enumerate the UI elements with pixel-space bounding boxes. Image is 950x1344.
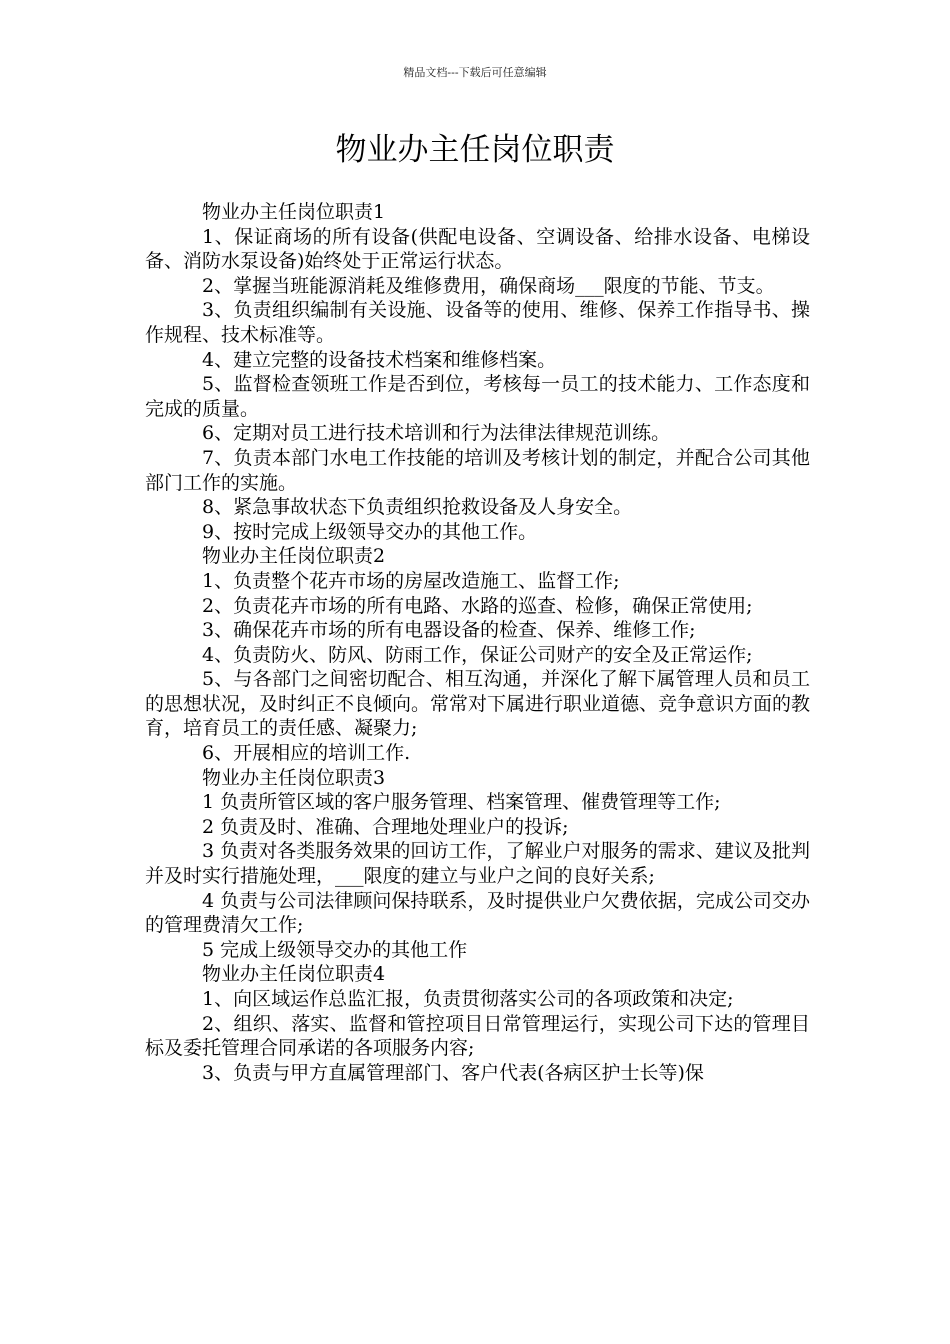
document-title: 物业办主任岗位职责 xyxy=(335,132,615,168)
paragraph: 2、组织、落实、监督和管控项目日常管理运行，实现公司下达的管理目标及委托管理合同承诺的各项服务内容; xyxy=(145,1012,810,1060)
paragraph: 4、负责防火、防风、防雨工作，保证公司财产的安全及正常运作; xyxy=(202,643,753,666)
header-note: 精品文档---下载后可任意编辑 xyxy=(403,66,547,79)
paragraph: 5 完成上级领导交办的其他工作 xyxy=(202,938,468,961)
paragraph: 3、负责组织编制有关设施、设备等的使用、维修、保养工作指导书、操作规程、技术标准等。 xyxy=(145,299,810,346)
paragraph: 6、开展相应的培训工作. xyxy=(202,742,411,765)
paragraph: 3 负责对各类服务效果的回访工作，了解业户对服务的需求、建议及批判并及时实行措施处理，___限度的建立与业户之间的良好关系; xyxy=(145,840,810,888)
paragraph: 1、负责整个花卉市场的房屋改造施工、监督工作; xyxy=(202,569,620,592)
paragraph: 6、定期对员工进行技术培训和行为法律法律规范训练。 xyxy=(202,422,671,445)
paragraph: 4 负责与公司法律顾问保持联系，及时提供业户欠费依据，完成公司交办的管理费清欠工作; xyxy=(145,889,810,937)
paragraph: 1、保证商场的所有设备(供配电设备、空调设备、给排水设备、电梯设备、消防水泵设备)始终处于正常运行状态。 xyxy=(145,225,810,273)
paragraph: 7、负责本部门水电工作技能的培训及考核计划的制定，并配合公司其他部门工作的实施。 xyxy=(145,446,810,494)
section-heading: 物业办主任岗位职责4 xyxy=(202,963,386,986)
paragraph: 3、确保花卉市场的所有电器设备的检查、保养、维修工作; xyxy=(202,619,696,642)
paragraph: 2、掌握当班能源消耗及维修费用，确保商场___限度的节能、节支。 xyxy=(202,274,775,297)
paragraph: 8、紧急事故状态下负责组织抢救设备及人身安全。 xyxy=(202,496,633,519)
paragraph: 3、负责与甲方直属管理部门、客户代表(各病区护士长等)保 xyxy=(202,1061,704,1084)
paragraph: 2、负责花卉市场的所有电路、水路的巡查、检修，确保正常使用; xyxy=(202,594,753,617)
section-heading: 物业办主任岗位职责3 xyxy=(202,766,386,789)
paragraph: 5、监督检查领班工作是否到位，考核每一员工的技术能力、工作态度和完成的质量。 xyxy=(145,373,810,420)
paragraph: 1 负责所管区域的客户服务管理、档案管理、催费管理等工作; xyxy=(202,791,721,814)
paragraph: 2 负责及时、准确、合理地处理业户的投诉; xyxy=(202,815,569,838)
section-heading: 物业办主任岗位职责1 xyxy=(202,201,386,223)
paragraph: 1、向区域运作总监汇报，负责贯彻落实公司的各项政策和决定; xyxy=(202,988,734,1010)
document-body xyxy=(145,200,810,1085)
paragraph: 4、建立完整的设备技术档案和维修档案。 xyxy=(202,348,557,371)
paragraph: 9、按时完成上级领导交办的其他工作。 xyxy=(202,520,538,543)
section-heading: 物业办主任岗位职责2 xyxy=(202,545,386,568)
paragraph: 5、与各部门之间密切配合、相互沟通，并深化了解下属管理人员和员工的思想状况，及时纠正不良倾向。常常对下属进行职业道德、竞争意识方面的教育，培育员工的责任感、凝聚力; xyxy=(145,668,811,740)
